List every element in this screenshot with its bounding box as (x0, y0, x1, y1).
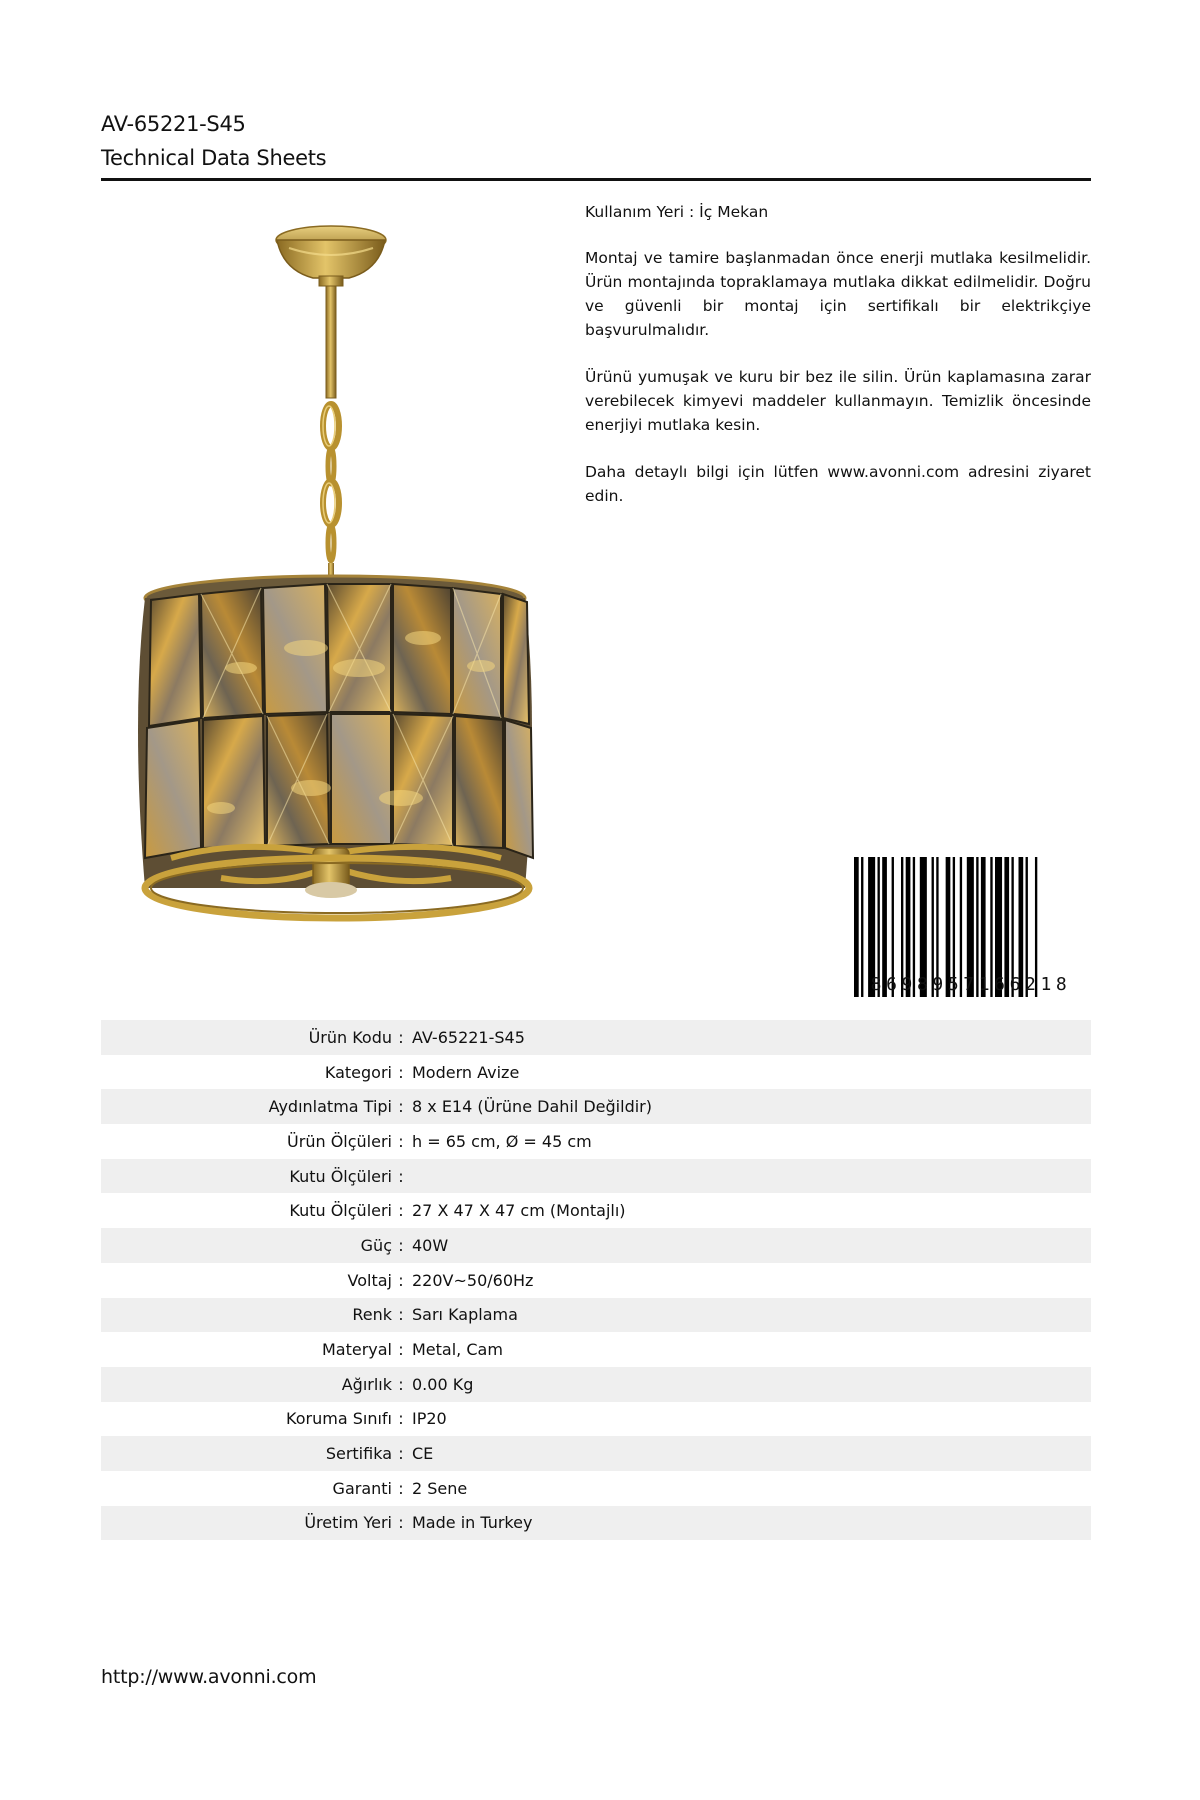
spec-separator: : (398, 1340, 404, 1360)
usage-text: Kullanım Yeri : İç Mekan (585, 203, 769, 221)
spec-value: 27 X 47 X 47 cm (Montajlı) (412, 1201, 626, 1221)
cleaning-text: Ürünü yumuşak ve kuru bir bez ile silin. Ürün kaplamasına zarar verebilecek kimyevi maddeler kullanmayın. Temizlik öncesinde enerjiyi mutlaka kesin. (585, 368, 1091, 434)
installation-text: Montaj ve tamire başlanmadan önce enerji mutlaka kesilmelidir. Ürün montajında topraklamaya mutlaka dikkat edilmelidir. Doğru ve güvenli bir montaj için sertifikalı bir elektrikçiye başvurulmalıdır. (585, 249, 1091, 339)
spec-separator: : (398, 1409, 404, 1429)
product-image (101, 198, 571, 958)
spec-label: Üretim Yeri (304, 1513, 392, 1533)
spec-row (101, 1263, 1091, 1298)
spec-separator: : (398, 1097, 404, 1117)
spec-label: Kategori (324, 1062, 392, 1082)
rod-shape (326, 286, 336, 398)
spec-label: Ürün Kodu (308, 1027, 392, 1047)
spec-value: Modern Avize (412, 1062, 520, 1082)
spec-label: Sertifika (325, 1444, 392, 1464)
spec-label: Ürün Ölçüleri (287, 1131, 392, 1151)
chain-shape (323, 404, 339, 561)
spec-value: Made in Turkey (412, 1513, 533, 1533)
info-panel (585, 200, 1091, 531)
barcode-number: 8698957166218 (870, 974, 1072, 995)
spec-table (101, 1020, 1091, 1540)
spec-row (101, 1402, 1091, 1437)
spec-label: Ağırlık (341, 1374, 392, 1394)
spec-value: IP20 (412, 1409, 447, 1429)
header (101, 108, 1091, 176)
spec-row (101, 1055, 1091, 1090)
spec-label: Aydınlatma Tipi (268, 1097, 392, 1117)
spec-value: Sarı Kaplama (412, 1305, 518, 1325)
spec-separator: : (398, 1513, 404, 1533)
spec-label: Voltaj (347, 1270, 392, 1290)
spec-row (101, 1471, 1091, 1506)
spec-label: Renk (352, 1305, 392, 1325)
spec-value: Metal, Cam (412, 1340, 503, 1360)
spec-row (101, 1228, 1091, 1263)
spec-separator: : (398, 1131, 404, 1151)
spec-value: 220V~50/60Hz (412, 1270, 534, 1290)
spec-value: 40W (412, 1235, 449, 1255)
spec-separator: : (398, 1201, 404, 1221)
spec-separator: : (398, 1062, 404, 1082)
sheet-title: Technical Data Sheets (101, 146, 327, 170)
more-info-text: Daha detaylı bilgi için lütfen www.avonni.com adresini ziyaret edin. (585, 463, 1091, 505)
spec-row (101, 1193, 1091, 1228)
spec-row (101, 1124, 1091, 1159)
spec-value: 0.00 Kg (412, 1374, 474, 1394)
spec-value: 8 x E14 (Ürüne Dahil Değildir) (412, 1097, 652, 1117)
spec-label: Kutu Ölçüleri (289, 1201, 392, 1221)
spec-separator: : (398, 1027, 404, 1047)
spec-value: 2 Sene (412, 1478, 468, 1498)
spec-row (101, 1367, 1091, 1402)
spec-separator: : (398, 1444, 404, 1464)
spec-separator: : (398, 1166, 404, 1186)
spec-label: Koruma Sınıfı (286, 1409, 392, 1429)
spec-separator: : (398, 1235, 404, 1255)
spec-separator: : (398, 1270, 404, 1290)
spec-separator: : (398, 1478, 404, 1498)
spec-label: Güç (360, 1235, 392, 1255)
product-code-title: AV-65221-S45 (101, 112, 246, 136)
spec-row (101, 1159, 1091, 1194)
spec-row (101, 1436, 1091, 1471)
spec-label: Materyal (321, 1340, 392, 1360)
spec-row (101, 1332, 1091, 1367)
canopy-shape (276, 226, 386, 286)
spec-separator: : (398, 1374, 404, 1394)
spec-row (101, 1298, 1091, 1333)
crystal-drum-shape (138, 584, 533, 888)
spec-row (101, 1020, 1091, 1055)
spec-label: Kutu Ölçüleri (289, 1166, 392, 1186)
spec-label: Garanti (332, 1478, 392, 1498)
footer-url: http://www.avonni.com (101, 1666, 317, 1688)
spec-separator: : (398, 1305, 404, 1325)
header-divider (101, 178, 1091, 181)
spec-value: AV-65221-S45 (412, 1027, 525, 1047)
spec-row (101, 1506, 1091, 1541)
spec-value: CE (412, 1444, 434, 1464)
spec-value: h = 65 cm, Ø = 45 cm (412, 1131, 592, 1151)
spec-row (101, 1089, 1091, 1124)
